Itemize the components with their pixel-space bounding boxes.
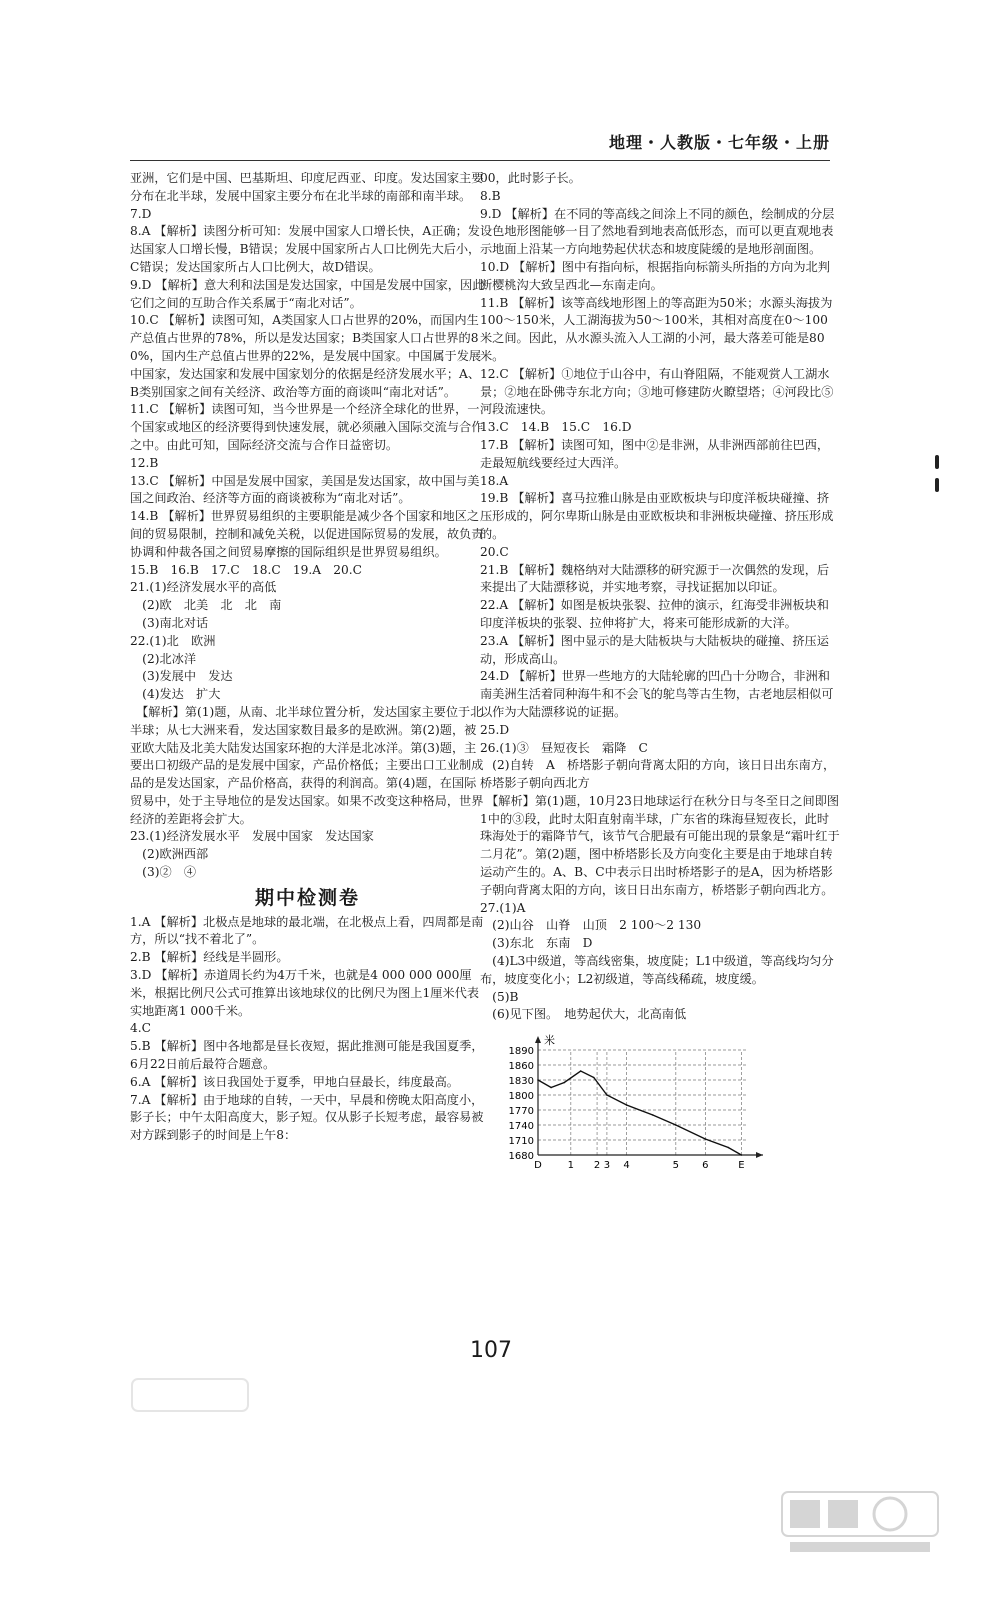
profile-point	[550, 1087, 552, 1089]
y-tick-label: 1680	[508, 1151, 534, 1163]
profile-point	[741, 1154, 743, 1156]
profile-point	[626, 1104, 628, 1106]
answer-item: 18.A	[480, 473, 509, 488]
scan-mark	[935, 455, 939, 469]
answer-item: 6.A 【解析】该日我国处于夏季，甲地白昼最长，纬度最高。	[130, 1074, 459, 1089]
x-tick-label: 5	[672, 1160, 679, 1171]
answer-item: (6)见下图。 地势起伏大，北高南低	[480, 1007, 687, 1022]
answer-item: 17.B 【解析】读图可知，图中②是非洲，从非洲西部前往巴西，走最短航线要经过大西洋。	[480, 437, 830, 470]
answer-item: 15.B 16.B 17.C 18.C 19.A 20.C	[130, 562, 362, 577]
profile-point	[728, 1147, 730, 1149]
x-tick-label: 4	[623, 1160, 630, 1171]
left-answer-list	[130, 170, 485, 882]
answer-item: 21.B 【解析】魏格纳对大陆漂移的研究源于一次偶然的发现，后来提出了大陆漂移说，并实地考察，寻找证据加以印证。	[480, 562, 830, 595]
scan-mark	[935, 478, 939, 492]
y-tick-label: 1830	[508, 1076, 534, 1088]
y-tick-label: 1800	[508, 1091, 534, 1103]
right-column	[480, 170, 840, 1176]
answer-item: 27.(1)A	[480, 900, 526, 915]
y-tick-label: 1740	[508, 1121, 534, 1133]
profile-chart-svg	[498, 1030, 768, 1170]
answer-item: 【解析】第(1)题，从南、北半球位置分析，发达国家主要位于北半球；从七大洲来看，发达国家数目最多的是欧洲。第(2)题，被亚欧大陆及北美大陆发达国家环抱的大洋是北冰洋。第(3)题，主要出口初级产品的是发展中国家，产品价格低；主要出口工业制成品的是发达国家，产品价格高，获得的利润高。第(4)题，在国际贸易中，处于主导地位的是发达国家。如果不改变这种格局，世界经济的差距将会扩大。	[130, 704, 484, 826]
page-header	[130, 130, 830, 161]
answer-item: (2)自转 A 桥塔影子朝向背离太阳的方向，该日日出东南方，桥塔影子朝向西北方	[480, 758, 836, 791]
left-column	[130, 170, 485, 1145]
answer-item: 10.D 【解析】图中有指向标，根据指向标箭头所指的方向为北判断樱桃沟大致呈西北—东南走向。	[480, 259, 830, 292]
answer-item: 24.D 【解析】世界一些地方的大陆轮廓的凹凸十分吻合，非洲和南美洲生活着同种海牛和不会飞的鸵鸟等古生物，古老地层相似可以作为大陆漂移说的证据。	[480, 669, 834, 719]
answer-item: (4)发达 扩大	[130, 687, 221, 702]
answer-item: 21.(1)经济发展水平的高低	[130, 580, 277, 595]
answer-item: (5)B	[480, 989, 519, 1004]
answer-item: 4.C	[130, 1021, 151, 1036]
profile-point	[606, 1094, 608, 1096]
profile-point	[652, 1114, 654, 1116]
y-axis-arrow	[535, 1036, 541, 1043]
answer-item: 1.A 【解析】北极点是地球的最北端，在北极点上看，四周都是南方，所以“找不着北了”。	[130, 914, 484, 947]
answer-item: 12.C 【解析】①地位于山谷中，有山脊阻隔，不能观赏人工湖水景；②地在卧佛寺东北方向；③地可修建防火瞭望塔；④河段比⑤河段流速快。	[480, 366, 834, 417]
answer-item: (3)南北对话	[130, 615, 209, 630]
right-answer-list	[480, 170, 840, 1024]
answer-item: (2)山谷 山脊 山顶 2 100～2 130	[480, 918, 702, 933]
answer-item: 5.B 【解析】图中各地都是昼长夜短，据此推测可能是我国夏季，6月22日前后最符合题意。	[130, 1039, 484, 1072]
answer-item: 23.A 【解析】图中显示的是大陆板块与大陆板块的碰撞、挤压运动，形成高山。	[480, 633, 829, 666]
answer-item: 8.A 【解析】读图分析可知：发展中国家人口增长快，A正确；发达国家人口增长慢，B错误；发展中国家所占人口比例先大后小，C错误；发达国家所占人口比例大，故D错误。	[130, 224, 481, 274]
y-tick-label: 1770	[508, 1106, 534, 1118]
left-answer-list-2	[130, 914, 485, 1145]
answer-item: 10.C 【解析】读图可知，A类国家人口占世界的20%，而国内生产总值占世界的78%，所以是发达国家；B类国家人口占世界的80%，国内生产总值占世界的22%，是发展中国家。中国属于发展中国家，发达国家和发展中国家划分的依据是经济发展水平；A、B类别国家之间有关经济、政治等方面的商谈叫“南北对话”。	[130, 313, 482, 399]
answer-item: (3)东北 东南 D	[480, 936, 593, 951]
terrain-profile-chart	[498, 1030, 840, 1176]
y-tick-label: 1890	[508, 1046, 534, 1058]
x-tick-label: D	[534, 1160, 542, 1171]
answer-item: 20.C	[480, 544, 509, 559]
answer-item: 7.A 【解析】由于地球的自转，一天中，早晨和傍晚太阳高度小，影子长；中午太阳高度大，影子短。仅从影子长短考虑，最容易被对方踩到影子的时间是上午8：	[130, 1092, 484, 1143]
profile-point	[537, 1079, 539, 1081]
profile-line	[538, 1071, 741, 1155]
answer-item: 23.(1)经济发展水平 发展中国家 发达国家	[130, 829, 374, 844]
y-axis-label: 米	[544, 1034, 555, 1048]
answer-item: (3)发展中 发达	[130, 669, 233, 684]
answer-item: 00，此时影子长。	[480, 171, 581, 185]
y-tick-label: 1860	[508, 1061, 534, 1073]
watermark-logo	[780, 1490, 940, 1560]
page-number: 107	[470, 1338, 512, 1363]
answer-item: 【解析】第(1)题，10月23日地球运行在秋分日与冬至日之间即图1中的③段，此时太阳直射南半球，广东省的珠海昼短夜长，此时珠海处于的霜降节气，该节气合肥最有可能出现的景象是“霜叶红于二月花”。第(2)题，图中桥塔影长及方向变化主要是由于地球自转运动产生的。A、B、C中表示日出时桥塔影子的是A，因为桥塔影子朝向背离太阳的方向，该日日出东南方，桥塔影子朝向西北方。	[480, 793, 840, 897]
answer-item: 亚洲，它们是中国、巴基斯坦、印度尼西亚、印度。发达国家主要分布在北半球，发展中国家主要分布在北半球的南部和南半球。	[130, 171, 484, 203]
answer-item: 22.(1)北 欧洲	[130, 633, 216, 648]
answer-item: 8.B	[480, 188, 501, 203]
answer-item: 14.B 【解析】世界贸易组织的主要职能是减少各个国家和地区之间的贸易限制，控制和减免关税，以促进国际贸易的发展，故负责协调和仲裁各国之间贸易摩擦的国际组织是世界贸易组织。	[130, 509, 484, 559]
answer-item: 22.A 【解析】如图是板块张裂、拉伸的演示，红海受非洲板块和印度洋板块的张裂、拉伸将扩大，将来可能形成新的大洋。	[480, 598, 829, 630]
x-tick-label: 2	[593, 1160, 601, 1171]
header-title: 地理・人教版・七年级・上册	[608, 133, 830, 152]
answer-item: 19.B 【解析】喜马拉雅山脉是由亚欧板块与印度洋板块碰撞、挤压形成的，阿尔卑斯山脉是由亚欧板块和非洲板块碰撞、挤压形成的。	[480, 491, 834, 541]
faded-stamp	[130, 1375, 250, 1415]
section-title: 期中检测卷	[254, 886, 360, 909]
answer-item: 13.C 14.B 15.C 16.D	[480, 420, 632, 435]
x-axis-arrow	[756, 1152, 763, 1158]
answer-item: 7.D	[130, 206, 152, 221]
profile-point	[580, 1070, 582, 1072]
answer-item: 25.D	[480, 722, 510, 737]
x-tick-label: 6	[702, 1160, 709, 1171]
answer-item: (2)欧 北美 北 北 南	[130, 598, 282, 613]
answer-item: 11.C 【解析】读图可知，当今世界是一个经济全球化的世界，一个国家或地区的经济要得到快速发展，就必须融入国际交流与合作之中。由此可知，国际经济交流与合作日益密切。	[130, 402, 484, 452]
profile-point	[593, 1077, 595, 1079]
answer-item: 26.(1)③ 昼短夜长 霜降 C	[480, 740, 648, 755]
x-tick-label: E	[738, 1160, 745, 1171]
answer-item: 12.B	[130, 455, 159, 470]
profile-point	[705, 1138, 707, 1140]
answer-item: 9.D 【解析】在不同的等高线之间涂上不同的颜色，绘制成的分层设色地形图能够一目了然地看到地表高低形态，而可以更直观地表示地面上沿某一方向地势起伏状态和坡度陡缓的是地形剖面图。	[480, 206, 835, 257]
answer-item: (2)欧洲西部	[130, 847, 209, 862]
answer-item: 13.C 【解析】中国是发展中国家，美国是发达国家，故中国与美国之间政治、经济等方面的商谈被称为“南北对话”。	[130, 473, 480, 506]
answer-item: 9.D 【解析】意大利和法国是发达国家，中国是发展中国家，因此它们之间的互助合作关系属于“南北对话”。	[130, 277, 485, 310]
answer-item: (4)L3中级道，等高线密集，坡度陡；L1中级道，等高线均匀分布，坡度变化小；L2初级道，等高线稀疏，坡度缓。	[480, 954, 834, 986]
answer-item: (2)北冰洋	[130, 651, 197, 666]
answer-item: 11.B 【解析】该等高线地形图上的等高距为50米；水源头海拔为100～150米，人工湖海拔为50～100米，其相对高度在0～100米之间。因此，从水源头流入人工湖的小河，最大落差可能是80米。	[480, 295, 833, 363]
x-tick-label: 1	[567, 1160, 574, 1171]
y-tick-label: 1710	[508, 1136, 534, 1148]
answer-item: 3.D 【解析】赤道周长约为4万千米，也就是4 000 000 000厘米，根据比例尺公式可推算出该地球仪的比例尺为图上1厘米代表实地距离1 000千米。	[130, 968, 480, 1018]
profile-point	[563, 1082, 565, 1084]
answer-item: 2.B 【解析】经线是半圆形。	[130, 950, 289, 965]
answer-item: (3)② ④	[130, 865, 197, 880]
x-tick-label: 3	[603, 1160, 611, 1171]
profile-point	[675, 1124, 677, 1126]
